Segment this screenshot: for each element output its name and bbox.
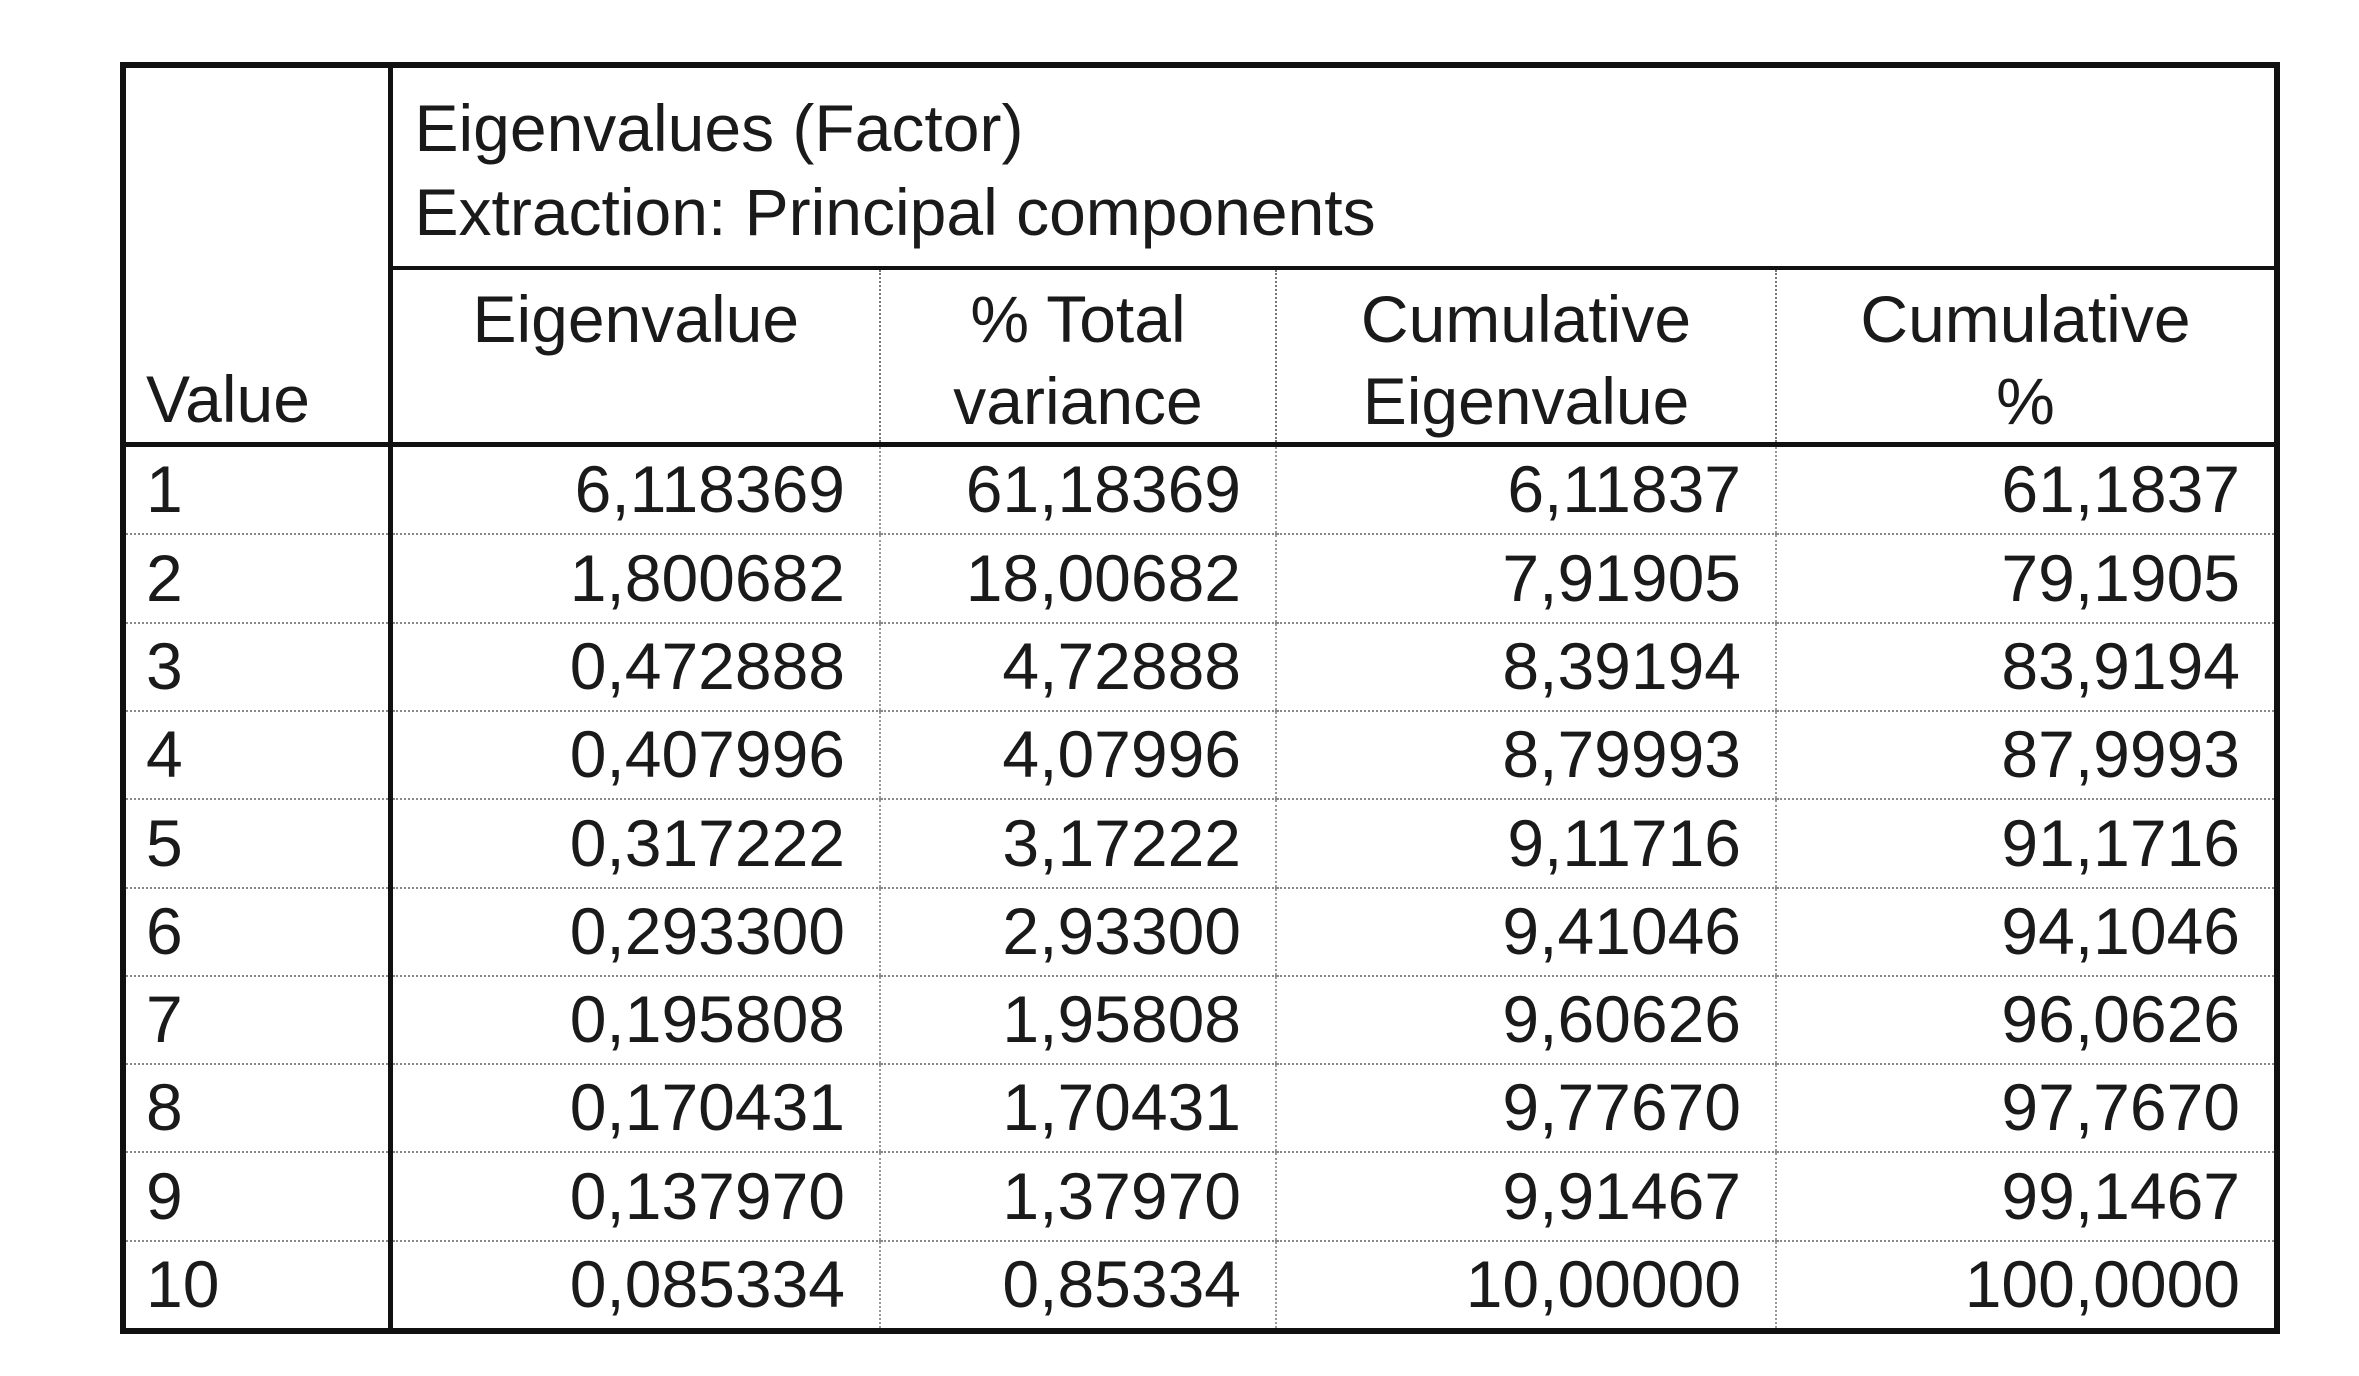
- cumulative-eigenvalue-cell: 6,11837: [1276, 445, 1776, 535]
- column-header-row: [126, 268, 2274, 445]
- row-label: 4: [126, 711, 390, 799]
- eigenvalue-cell: 0,317222: [390, 799, 880, 887]
- row-label: 3: [126, 623, 390, 711]
- total-variance-cell: 1,70431: [880, 1064, 1276, 1152]
- table-row: [126, 1152, 2274, 1240]
- table-row: [126, 445, 2274, 535]
- eigenvalue-cell: 1,800682: [390, 534, 880, 622]
- table-row: [126, 534, 2274, 622]
- eigenvalue-cell: 6,118369: [390, 445, 880, 535]
- cumulative-percent-cell: 96,0626: [1776, 976, 2274, 1064]
- total-variance-cell: 4,72888: [880, 623, 1276, 711]
- cumulative-eigenvalue-cell: 7,91905: [1276, 534, 1776, 622]
- cumulative-percent-cell: 87,9993: [1776, 711, 2274, 799]
- row-label: 9: [126, 1152, 390, 1240]
- row-label: 7: [126, 976, 390, 1064]
- row-label: 2: [126, 534, 390, 622]
- cumulative-percent-cell: 79,1905: [1776, 534, 2274, 622]
- cumulative-percent-cell: 97,7670: [1776, 1064, 2274, 1152]
- table-row: [126, 711, 2274, 799]
- cumulative-percent-cell: 61,1837: [1776, 445, 2274, 535]
- total-variance-cell: 1,37970: [880, 1152, 1276, 1240]
- eigenvalue-cell: 0,137970: [390, 1152, 880, 1240]
- table-row: [126, 799, 2274, 887]
- table-row: [126, 976, 2274, 1064]
- row-label: 10: [126, 1241, 390, 1328]
- table-title: [390, 68, 2274, 268]
- table-row: [126, 623, 2274, 711]
- cumulative-eigenvalue-cell: 9,77670: [1276, 1064, 1776, 1152]
- eigenvalues-table: [126, 68, 2274, 1328]
- cumulative-percent-cell: 83,9194: [1776, 623, 2274, 711]
- row-label: 1: [126, 445, 390, 535]
- eigenvalue-cell: 0,472888: [390, 623, 880, 711]
- row-label: 6: [126, 888, 390, 976]
- header-total-variance: % Total variance: [880, 268, 1276, 445]
- cumulative-percent-cell: 91,1716: [1776, 799, 2274, 887]
- header-cumulative-percent: Cumulative %: [1776, 268, 2274, 445]
- table-title-line-2: Extraction: Principal components: [414, 175, 1376, 249]
- total-variance-cell: 0,85334: [880, 1241, 1276, 1328]
- cumulative-percent-cell: 99,1467: [1776, 1152, 2274, 1240]
- cumulative-percent-cell: 94,1046: [1776, 888, 2274, 976]
- table-title-line-1: Eigenvalues (Factor): [414, 91, 1024, 165]
- header-cumulative-eigenvalue: Cumulative Eigenvalue: [1276, 268, 1776, 445]
- cumulative-percent-cell: 100,0000: [1776, 1241, 2274, 1328]
- header-eigenvalue: Eigenvalue: [390, 268, 880, 445]
- eigenvalues-table-frame: [120, 62, 2280, 1334]
- table-row: [126, 1241, 2274, 1328]
- row-label: 8: [126, 1064, 390, 1152]
- cumulative-eigenvalue-cell: 8,39194: [1276, 623, 1776, 711]
- cumulative-eigenvalue-cell: 9,41046: [1276, 888, 1776, 976]
- cumulative-eigenvalue-cell: 9,60626: [1276, 976, 1776, 1064]
- cumulative-eigenvalue-cell: 8,79993: [1276, 711, 1776, 799]
- eigenvalue-cell: 0,085334: [569, 1246, 845, 1321]
- table-row: [126, 1064, 2274, 1152]
- cumulative-eigenvalue-cell: 10,00000: [1276, 1241, 1776, 1328]
- value-column-header: Value: [126, 68, 390, 445]
- title-row: [126, 68, 2274, 268]
- eigenvalue-cell: 0,170431: [390, 1064, 880, 1152]
- total-variance-cell: 61,18369: [880, 445, 1276, 535]
- total-variance-cell: 3,17222: [880, 799, 1276, 887]
- cumulative-eigenvalue-cell: 9,91467: [1276, 1152, 1776, 1240]
- total-variance-cell: 18,00682: [880, 534, 1276, 622]
- eigenvalue-cell: 0,195808: [390, 976, 880, 1064]
- total-variance-cell: 2,93300: [880, 888, 1276, 976]
- cumulative-eigenvalue-cell: 9,11716: [1276, 799, 1776, 887]
- table-row: [126, 888, 2274, 976]
- row-label: 5: [126, 799, 390, 887]
- total-variance-cell: 4,07996: [880, 711, 1276, 799]
- total-variance-cell: 1,95808: [880, 976, 1276, 1064]
- eigenvalue-cell: 0,293300: [390, 888, 880, 976]
- eigenvalue-cell: 0,407996: [390, 711, 880, 799]
